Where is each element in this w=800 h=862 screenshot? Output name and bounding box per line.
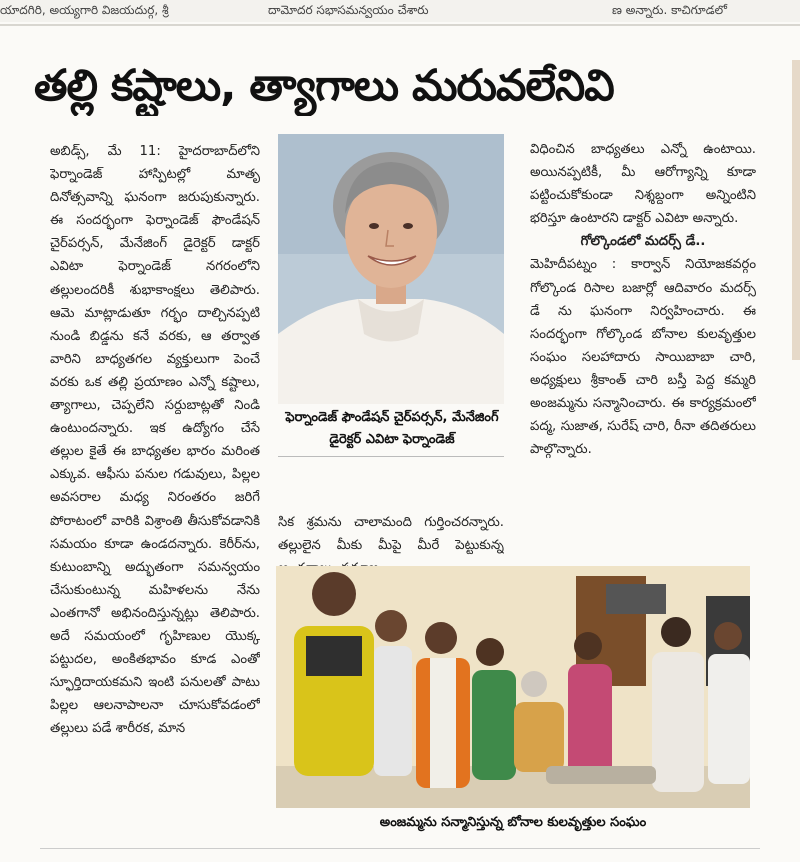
top-divider (0, 24, 800, 26)
group-caption: అంజమ్మను సన్మానిస్తున్న బోనాల కులవృత్తుల సంఘం (379, 815, 647, 830)
column-3-text-b: మెహిదీపట్నం : కార్వాన్ నియోజకవర్గం గోల్కొండ రిసాల బజార్లో ఆదివారం మదర్స్ డే ను ఘనంగా నిర్వహించారు. ఈ సందర్భంగా గోల్కొండ బోనాల కులవృత్తుల సంఘం సలహాదారు సాయిబాబా చారి, అధ్యక్షులు శ్రీకాంత్ చారి బస్తీ పెద్ద కమ్మరి అంజమ్మను సన్మానించారు. ఈ కార్యక్రమంలో పద్మ, సుజాత, సురేష్ చారి, రీనా తదితరులు పాల్గొన్నారు. (530, 257, 756, 458)
adjacent-article-edge (792, 60, 800, 360)
column-1-text: అబిడ్స్, మే 11: హైదరాబాద్‌లోని ఫెర్నాండెజ్ హాస్పిటల్లో మాతృ దినోత్సవాన్ని ఘనంగా జరుపుకున్నారు. ఈ సందర్భంగా ఫెర్నాండెజ్ ఫౌండేషన్ చైర్‌పర్సన్, మేనేజింగ్ డైరెక్టర్ డాక్టర్ ఎవిటా ఫెర్నాండెజ్ నగరంలోని తల్లులందరికీ శుభాకాంక్షలు తెలిపారు. ఆమె మాట్లాడుతూ గర్భం దాల్చినప్పటి నుండి బిడ్డను కనే వరకు, ఆ తర్వాత వారిని బాధ్యతగల వ్యక్తులుగా పెంచే వరకు ఒక తల్లి ప్రయాణం ఎన్నో కష్టాలు, త్యాగాలు, చెప్పలేని సర్దుబాట్లతో నిండి ఉంటుందన్నారు. ఇక ఉద్యోగం చేసే తల్లుల కైతే ఈ బాధ్యతల భారం మరింత ఎక్కువ. ఆఫీసు పనుల గడువులు, పిల్లల అవసరాల మధ్య నిరంతరం జరిగే పోరాటంలో వారికి విశ్రాంతి తీసుకోవడానికి సమయం కూడా ఉండదన్నారు. కెరీర్‌ను, కుటుంబాన్ని అద్భుతంగా సమన్వయం చేసుకుంటున్న మహిళలను నేను ఎంతగానో అభినందిస్తున్నట్లు తెలిపారు. అదే సమయంలో గృహిణుల యొక్క పట్టుదల, అంకితభావం కూడ ఎంతో స్ఫూర్తిదాయకమని ఇంటి పనులతో పాటు పిల్లల ఆలనాపాలనా చూసుకోవడంలో తల్లులు పడే శారీరక, మాన (50, 144, 260, 737)
masthead-strip (0, 0, 800, 22)
bottom-divider (40, 848, 760, 849)
section-subheading: గోల్కొండలో మదర్స్ డే.. (580, 234, 706, 250)
portrait-photo (278, 134, 504, 404)
masthead-right-text: ణ అన్నారు. కాచిగూడలో (612, 3, 727, 17)
article-column-1 (50, 140, 260, 830)
article-headline: తల్లి కష్టాలు, త్యాగాలు మరువలేనివి (34, 61, 614, 111)
column-3-text-a: విధించిన బాధ్యతలు ఎన్నో ఉంటాయి. అయినప్పటికీ, మీ ఆరోగ్యాన్ని కూడా పట్టించుకోకుండా నిశ్శబ్దంగా అన్నింటిని భరిస్తూ ఉంటారని డాక్టర్ ఎవిటా అన్నారు. (530, 142, 756, 227)
group-photo (276, 566, 750, 808)
column-2-text: సిక శ్రమను చాలామంది గుర్తించరన్నారు. తల్లులైన మీకు మీపై మీరే పెట్టుకున్న (278, 515, 504, 554)
group-image-svg (276, 566, 750, 808)
masthead-middle-text: దామోదర సభాసమన్వయం చేశారు (268, 3, 429, 17)
portrait-caption: ఫెర్నాండెజ్ ఫౌండేషన్ చైర్‌పర్సన్, మేనేజింగ్ డైరెక్టర్ ఎవిటా ఫెర్నాండెజ్ (285, 410, 499, 447)
article-column-3 (530, 138, 756, 558)
masthead-left-text: యాదగిరి, అయ్యగారి విజయదుర్గ, శ్రీ (0, 3, 169, 17)
caption-divider (278, 456, 504, 457)
portrait-image-svg (278, 134, 504, 404)
